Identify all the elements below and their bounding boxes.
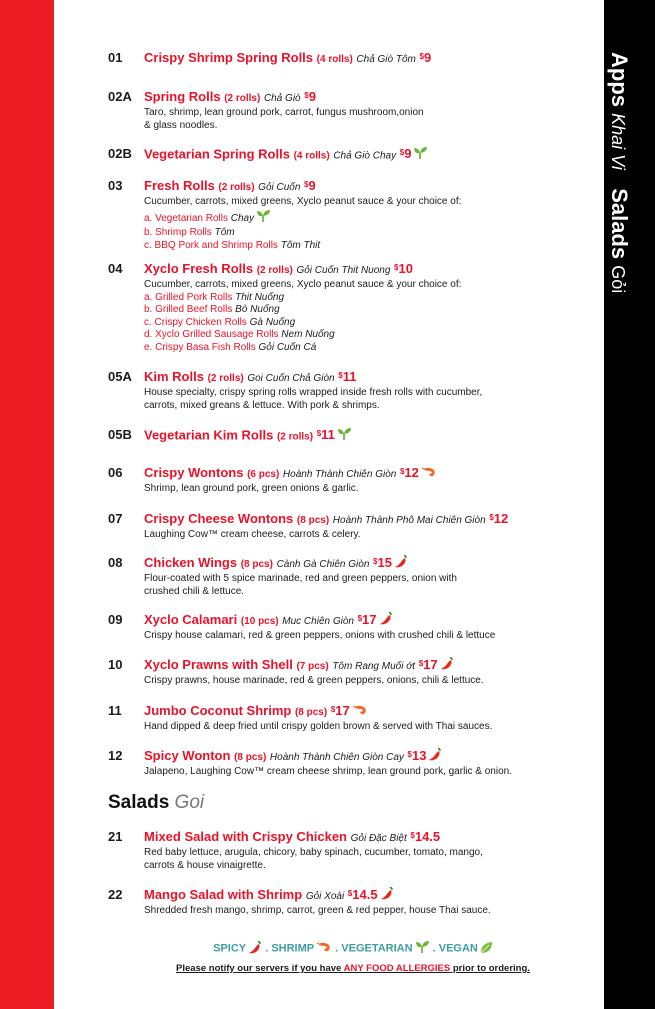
dollar-sign: $ <box>394 263 399 272</box>
item-body <box>144 703 594 734</box>
item-number: 03 <box>108 178 123 193</box>
side-salads-viet: Gỏi <box>607 265 628 294</box>
item-quantity: (2 rolls) <box>256 265 293 276</box>
option-vietnamese-name: Chay <box>230 212 255 224</box>
item-body <box>144 657 594 688</box>
item-body <box>144 829 594 872</box>
vegetarian-icon <box>256 209 271 228</box>
item-quantity: (7 pcs) <box>296 661 329 672</box>
item-number: 02A <box>108 89 132 104</box>
item-title-line <box>144 829 594 847</box>
allergy-notice <box>108 963 598 974</box>
dollar-sign: $ <box>373 557 378 566</box>
item-option <box>144 240 594 253</box>
option-name: b. Shrimp Rolls <box>144 227 212 238</box>
item-title-line <box>144 50 594 68</box>
shrimp-icon <box>352 704 368 720</box>
item-quantity: (2 rolls) <box>218 182 255 193</box>
option-vietnamese-name: Nem Nuống <box>281 329 335 340</box>
item-name: Spring Rolls <box>144 89 221 104</box>
notice-highlight: ANY FOOD ALLERGIES <box>343 963 451 974</box>
item-number: 07 <box>108 511 123 526</box>
price-value: 9 <box>308 178 316 193</box>
shrimp-icon <box>316 941 332 956</box>
red-side-bar <box>0 0 54 1009</box>
item-vietnamese-name: Cành Gà Chiên Giòn <box>276 559 370 570</box>
item-number: 11 <box>108 703 122 718</box>
legend-separator: . <box>429 942 439 955</box>
item-quantity: (4 rolls) <box>293 150 330 162</box>
item-title-line <box>144 887 594 905</box>
item-vietnamese-name: Gỏi Cuốn <box>258 182 301 193</box>
item-description: Laughing Cow™ cream cheese, carrots & celery. <box>144 529 361 540</box>
item-description: & glass noodles. <box>144 119 218 131</box>
option-vietnamese-name: Gà Nuống <box>249 316 296 328</box>
item-number: 10 <box>108 657 123 672</box>
vegan-icon <box>480 941 493 957</box>
item-price <box>304 178 316 193</box>
item-body <box>144 555 594 598</box>
item-price <box>489 511 508 526</box>
spicy-icon <box>379 612 393 629</box>
dollar-sign: $ <box>418 659 424 668</box>
item-title-line <box>144 555 594 573</box>
item-quantity: (4 rolls) <box>316 54 353 65</box>
item-number: 12 <box>108 748 123 763</box>
item-body <box>144 612 594 643</box>
item-number: 21 <box>108 829 123 844</box>
item-number: 05B <box>108 427 132 442</box>
legend-vegan: VEGAN <box>438 942 478 955</box>
item-name: Vegetarian Kim Rolls <box>144 427 274 443</box>
notice-after: prior to ordering. <box>450 963 530 974</box>
price-value: 10 <box>398 261 413 276</box>
item-vietnamese-name: Muc Chiên Giòn <box>282 616 354 627</box>
item-body <box>144 89 594 132</box>
item-name: Xyclo Prawns with Shell <box>144 657 293 672</box>
item-quantity: (2 rolls) <box>276 431 314 443</box>
dollar-sign: $ <box>357 614 363 623</box>
shrimp-icon <box>421 466 437 482</box>
item-body <box>144 427 594 445</box>
item-name: Fresh Rolls <box>144 178 215 193</box>
item-name: Xyclo Calamari <box>144 612 238 627</box>
option-name: a. Grilled Pork Rolls <box>144 291 233 303</box>
item-price <box>317 427 335 442</box>
notice-before: Please notify our servers if you have <box>176 963 344 974</box>
item-body <box>144 748 594 779</box>
item-price <box>373 555 392 570</box>
item-description: Red baby lettuce, arugula, chicory, baby spinach, cucumber, tomato, mango, <box>144 847 483 858</box>
item-price <box>348 887 378 902</box>
item-number: 08 <box>108 555 123 570</box>
item-description: Jalapeno, Laughing Cow™ cream cheese shrimp, lean ground pork, garlic & onion. <box>144 766 512 777</box>
item-vietnamese-name: Chả Giò <box>263 93 301 104</box>
item-number: 01 <box>108 50 123 65</box>
side-category-label <box>604 52 655 372</box>
item-number: 06 <box>108 465 123 480</box>
item-vietnamese-name: Chả Giò Tôm <box>356 54 416 65</box>
dollar-sign: $ <box>347 889 353 898</box>
price-value: 17 <box>423 657 438 672</box>
option-name: c. BBQ Pork and Shrimp Rolls <box>144 239 278 251</box>
item-name: Xyclo Fresh Rolls <box>144 261 254 276</box>
item-vietnamese-name: Chả Giò Chay <box>333 150 397 162</box>
option-vietnamese-name: Tôm Thit <box>280 239 321 251</box>
option-name: e. Crispy Basa Fish Rolls <box>144 341 256 353</box>
dollar-sign: $ <box>330 705 336 714</box>
spicy-icon <box>394 555 408 572</box>
item-price <box>338 369 356 384</box>
item-quantity: (2 rolls) <box>224 93 261 104</box>
item-option <box>144 317 594 330</box>
spicy-icon <box>440 657 454 674</box>
price-value: 14.5 <box>414 829 441 844</box>
spicy-icon <box>380 887 394 904</box>
item-description: carrots, mixed greans & lettuce. With pork & shrimps. <box>144 399 380 411</box>
item-quantity: (8 pcs) <box>294 707 328 718</box>
item-vietnamese-name: Gỏi Xoài <box>305 891 345 902</box>
dollar-sign: $ <box>410 831 415 840</box>
option-name: c. Crispy Chicken Rolls <box>144 316 247 328</box>
price-value: 11 <box>321 427 335 443</box>
price-value: 9 <box>423 50 432 65</box>
dollar-sign: $ <box>489 513 494 522</box>
dollar-sign: $ <box>399 467 405 476</box>
price-value: 11 <box>342 369 357 384</box>
item-name: Crispy Cheese Wontons <box>144 511 294 526</box>
option-name: b. Grilled Beef Rolls <box>144 304 233 315</box>
price-value: 12 <box>493 511 509 526</box>
spicy-icon <box>248 941 262 957</box>
item-body <box>144 369 594 412</box>
item-price <box>400 465 419 480</box>
item-description: House specialty, crispy spring rolls wrapped inside fresh rolls with cucumber, <box>144 387 483 398</box>
item-title-line <box>144 703 594 721</box>
option-vietnamese-name: Thit Nuống <box>235 291 285 303</box>
legend-vegetarian: VEGETARIAN <box>341 942 413 955</box>
dollar-sign: $ <box>304 91 309 100</box>
item-name: Jumbo Coconut Shrimp <box>144 703 292 718</box>
item-title-line <box>144 465 594 483</box>
item-description: Cucumber, carrots, mixed greens, Xyclo peanut sauce & your choice of: <box>144 279 462 290</box>
price-value: 14.5 <box>352 887 378 902</box>
item-quantity: (8 pcs) <box>234 752 267 763</box>
option-vietnamese-name: Gỏi Cuốn Cá <box>258 341 317 353</box>
item-name: Crispy Wontons <box>144 465 244 480</box>
side-apps-viet: Khai Vi <box>607 113 628 170</box>
item-title-line <box>144 427 594 445</box>
salads-title: Salads <box>108 792 170 813</box>
item-option <box>144 209 594 228</box>
side-salads: Salads <box>606 188 632 260</box>
vegetarian-icon <box>413 146 428 164</box>
item-vietnamese-name: Tôm Rang Muối ớt <box>332 661 416 672</box>
vegetarian-icon <box>415 940 430 957</box>
item-body <box>144 465 594 496</box>
item-description: Cucumber, carrots, mixed greens, Xyclo peanut sauce & your choice of: <box>144 196 462 207</box>
side-apps: Apps <box>606 52 632 107</box>
item-price <box>419 657 438 672</box>
price-value: 15 <box>377 555 392 570</box>
dollar-sign: $ <box>419 52 424 61</box>
item-price <box>331 703 350 718</box>
item-price <box>400 146 412 161</box>
item-number: 04 <box>108 261 123 276</box>
item-title-line <box>144 89 594 107</box>
item-price <box>304 89 316 104</box>
option-name: a. Vegetarian Rolls <box>144 212 228 224</box>
legend-separator: . <box>332 942 342 955</box>
item-description: Flour-coated with 5 spice marinade, red and green peppers, onion with <box>144 573 457 584</box>
item-quantity: (6 pcs) <box>247 469 280 480</box>
item-description: carrots & house vinaigrette. <box>144 859 266 871</box>
item-name: Chicken Wings <box>144 555 238 570</box>
legend-spicy: SPICY <box>213 942 247 955</box>
item-vietnamese-name: Hoành Thành Phô Mai Chiên Giòn <box>332 515 486 526</box>
price-value: 13 <box>411 748 427 763</box>
salads-title-viet: Goi <box>174 792 205 813</box>
item-price <box>420 50 432 65</box>
price-value: 9 <box>308 89 316 104</box>
price-value: 17 <box>335 703 350 718</box>
item-name: Mixed Salad with Crispy Chicken <box>144 829 347 844</box>
item-description: Crispy house calamari, red & green peppers, onions with crushed chili & lettuce <box>144 630 496 641</box>
option-vietnamese-name: Tôm <box>214 227 235 238</box>
item-description: Hand dipped & deep fried until crispy golden brown & served with Thai sauces. <box>144 721 493 732</box>
item-title-line <box>144 748 594 766</box>
item-option <box>144 227 594 240</box>
item-body <box>144 511 594 542</box>
item-name: Crispy Shrimp Spring Rolls <box>144 50 314 65</box>
item-price <box>394 261 413 276</box>
item-vietnamese-name: Hoành Thành Chiên Giòn <box>282 469 397 480</box>
item-title-line <box>144 146 594 164</box>
item-name: Vegetarian Spring Rolls <box>144 146 290 162</box>
vegetarian-icon <box>337 427 352 445</box>
item-description: Shrimp, lean ground pork, green onions & garlic. <box>144 483 359 494</box>
item-title-line <box>144 657 594 675</box>
spicy-icon <box>428 748 442 765</box>
item-body <box>144 887 594 918</box>
item-quantity: (8 pcs) <box>240 559 273 570</box>
item-option <box>144 342 594 355</box>
item-price <box>408 748 427 763</box>
item-quantity: (10 pcs) <box>240 616 279 627</box>
item-number: 02B <box>108 146 132 161</box>
item-name: Kim Rolls <box>144 369 204 384</box>
item-body <box>144 261 594 354</box>
item-price <box>358 612 377 627</box>
item-number: 22 <box>108 887 123 902</box>
item-option <box>144 292 594 305</box>
item-number: 05A <box>108 369 132 384</box>
item-description: Taro, shrimp, lean ground pork, carrot, fungus mushroom,onion <box>144 107 424 118</box>
item-body <box>144 50 594 68</box>
item-title-line <box>144 261 594 279</box>
item-title-line <box>144 178 594 196</box>
item-title-line <box>144 511 594 529</box>
item-vietnamese-name: Gỏi Cuốn Thit Nuong <box>296 265 391 276</box>
price-value: 12 <box>404 465 419 480</box>
item-title-line <box>144 369 594 387</box>
item-number: 09 <box>108 612 123 627</box>
legend-separator: . <box>262 942 272 955</box>
legend-shrimp: SHRIMP <box>271 942 315 955</box>
dollar-sign: $ <box>407 750 412 759</box>
item-option <box>144 329 594 342</box>
dollar-sign: $ <box>316 429 322 438</box>
item-name: Mango Salad with Shrimp <box>144 887 303 902</box>
item-option <box>144 304 594 317</box>
item-title-line <box>144 612 594 630</box>
item-name: Spicy Wonton <box>144 748 231 763</box>
item-vietnamese-name: Goi Cuốn Chả Giòn <box>247 373 335 384</box>
item-description: crushed chili & lettuce. <box>144 585 245 597</box>
item-vietnamese-name: Hoành Thành Chiên Giòn Cay <box>269 752 404 763</box>
item-quantity: (2 rolls) <box>207 373 244 384</box>
dollar-sign: $ <box>304 180 309 189</box>
option-vietnamese-name: Bò Nuống <box>235 304 280 315</box>
item-body <box>144 146 594 164</box>
item-price <box>410 829 440 844</box>
item-quantity: (8 pcs) <box>296 515 330 526</box>
dollar-sign: $ <box>399 148 405 157</box>
price-value: 9 <box>404 146 412 162</box>
item-description: Crispy prawns, house marinade, red & green peppers, onions, chili & lettuce. <box>144 675 484 686</box>
item-vietnamese-name: Gỏi Đặc Biệt <box>350 833 407 844</box>
price-value: 17 <box>362 612 377 627</box>
dietary-legend <box>108 940 598 957</box>
dollar-sign: $ <box>338 371 343 380</box>
item-body <box>144 178 594 252</box>
salads-section-title <box>108 792 204 814</box>
option-name: d. Xyclo Grilled Sausage Rolls <box>144 329 279 340</box>
item-description: Shredded fresh mango, shrimp, carrot, green & red pepper, house Thai sauce. <box>144 905 491 916</box>
